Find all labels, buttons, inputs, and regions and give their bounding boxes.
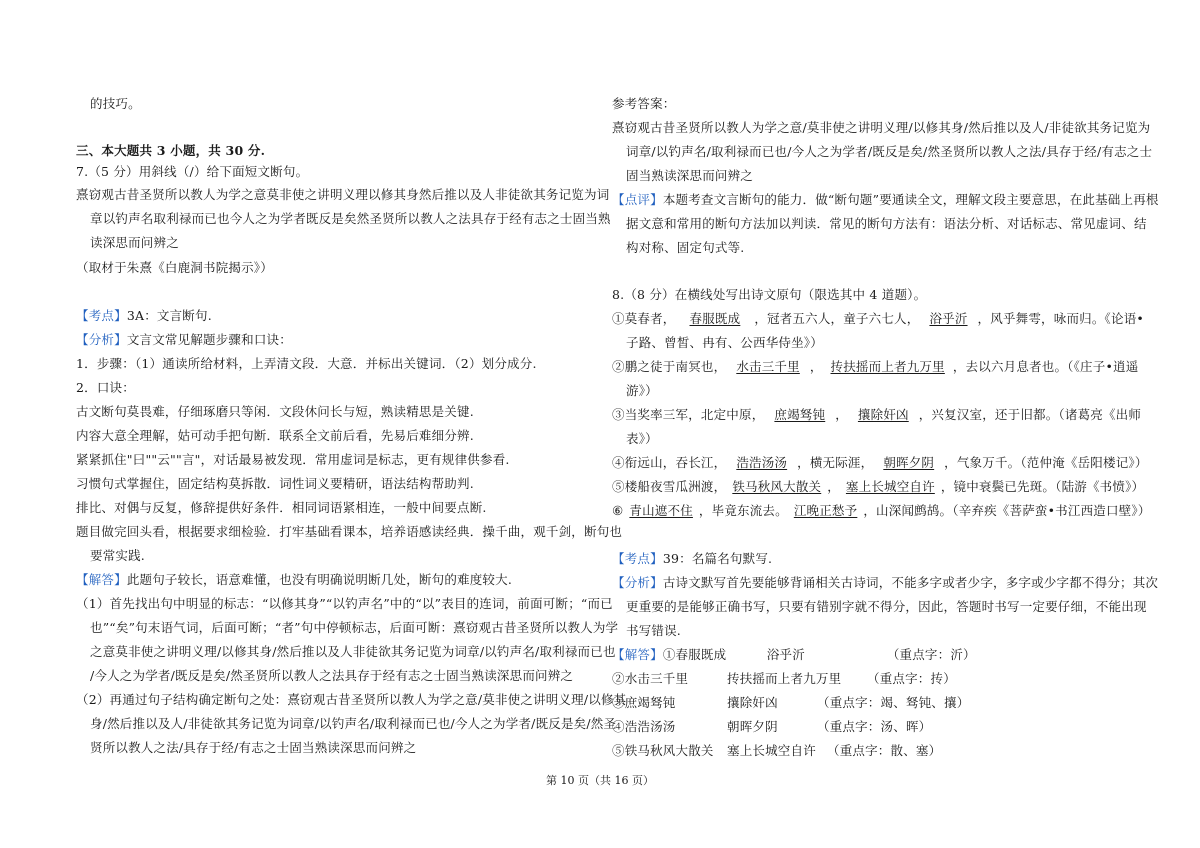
fill-answer: 江晚正愁予 xyxy=(793,503,858,518)
dianping-text: 本题考查文言断句的能力．做“断句题”要通读全文，理解文段主要意思，在此基础上再根 xyxy=(662,192,1159,207)
text-line: 要常实践. xyxy=(90,548,145,563)
fill-source: 表》） xyxy=(626,431,658,446)
text-line: 古文断句莫畏难，仔细琢磨只等闲．文段休问长与短，熟读精思是关键. xyxy=(76,404,474,419)
question-7-title: 7.（5 分）用斜线（/）给下面短文断句。 xyxy=(76,164,309,179)
fill-source: 子路、曾皙、冉有、公西华侍坐》） xyxy=(626,335,823,350)
fill-answer: 水击三千里 xyxy=(736,359,800,374)
fenxi-tag: 【分析】 xyxy=(612,575,663,590)
fill-answer: 攘除奸凶 xyxy=(857,407,909,422)
fill-answer: 浩浩汤汤 xyxy=(736,455,788,470)
kaodian-line xyxy=(612,551,1132,567)
fill-suffix: ，气象万千。（范仲淹《岳阳楼记》） xyxy=(944,455,1148,470)
fill-prefix: ①莫春者， xyxy=(612,311,676,326)
fill-answer: 青山遮不住 xyxy=(629,503,693,518)
text-line: 构对称、固定句式等. xyxy=(626,240,745,255)
answer-note: （重点字：竭、驽钝、攘） xyxy=(817,695,970,710)
fenxi-line xyxy=(612,575,1159,591)
fill-prefix: ⑤楼船夜雪瓜洲渡， xyxy=(612,479,727,494)
kaodian-tag: 【考点】 xyxy=(612,551,663,566)
fill-suffix: ，山深闻鹧鸪。（辛弃疾《菩萨蛮•书江西造口壁》） xyxy=(863,503,1151,518)
passage-line: 熹窃观古昔圣贤所以教人为学之意莫非使之讲明义理以修其身然后推以及人非徒欲其务记览为词 xyxy=(76,187,610,202)
text-line: 书写错误. xyxy=(626,623,681,638)
text-line: 1．步骤：（1）通读所给材料，上弄清文段．大意．并标出关键词．（2）划分成分. xyxy=(76,356,537,371)
section-heading: 三、本大题共 3 小题，共 30 分. xyxy=(76,143,266,158)
kaodian-text: 3A：文言断句. xyxy=(126,308,212,323)
fill-middle: ，毕竟东流去。 xyxy=(698,503,788,518)
answer-row xyxy=(612,719,1132,735)
fill-suffix: ，风乎舞雩，咏而归。《论语• xyxy=(977,311,1144,326)
jieda-line xyxy=(612,647,1132,663)
fill-answer: 庶竭驽钝 xyxy=(774,407,826,422)
answer-line: 词章/以钓声名/取利禄而已也/今人之为学者/既反是矣/然圣贤所以教人之法/具存于经/有志之士 xyxy=(626,144,1153,159)
answer-item: 塞上长城空自许 xyxy=(727,743,816,758)
answer-line: 熹窃观古昔圣贤所以教人为学之意/莫非使之讲明义理/以修其身/然后推以及人/非徒欲其务记览为 xyxy=(612,120,1151,135)
answer-item: 抟扶摇而上者九万里 xyxy=(727,671,842,686)
answer-item: 攘除奸凶 xyxy=(727,695,778,710)
fill-source: 游》） xyxy=(626,383,658,398)
text-line: （2）再通过句子结构确定断句之处：熹窃观古昔圣贤所以教人为学之意/莫非使之讲明义理/以修其 xyxy=(76,692,627,707)
answer-note: （重点字：汤、晖） xyxy=(817,719,932,734)
fill-line xyxy=(612,407,1142,423)
answer-note: （重点字：抟） xyxy=(867,671,956,686)
dianping-line xyxy=(612,192,1159,208)
fill-line xyxy=(612,479,1145,495)
fill-answer: 春服既成 xyxy=(689,311,741,326)
text-line: 之意莫非使之讲明义理/以修其身/然后推以及人非徒欲其务记览为词章/以钓声名/取利禄而已也 xyxy=(90,644,616,659)
fill-answer: 铁马秋风大散关 xyxy=(732,479,822,494)
fill-line xyxy=(612,311,1144,327)
text-line: 贤所以教人之法/具存于经/有志之士固当熟读深思而问辨之 xyxy=(90,740,417,755)
text-line: 的技巧。 xyxy=(90,96,141,111)
fill-middle: ， xyxy=(809,359,823,374)
fill-middle: ，横无际涯， xyxy=(797,455,874,470)
passage-line: 章以钓声名取利禄而已也今人之为学者既反是矣然圣贤所以教人之法具存于经有志之士固当熟 xyxy=(90,211,611,226)
source-note: （取材于朱熹《白鹿洞书院揭示》） xyxy=(76,260,273,275)
answer-item: ②水击三千里 xyxy=(612,671,689,686)
text-line: 更重要的是能够正确书写，只要有错别字就不得分，因此，答题时书写一定要仔细，不能出现 xyxy=(626,599,1147,614)
answer-note: （重点字：散、塞） xyxy=(827,743,942,758)
kaodian-line xyxy=(76,308,596,324)
answer-label: 参考答案： xyxy=(612,96,676,111)
fill-middle: ，冠者五六人，童子六七人， xyxy=(754,311,920,326)
answer-item: ③庶竭驽钝 xyxy=(612,695,676,710)
text-line: 题目做完回头看，根据要求细检验．打牢基础看课本，培养语感读经典．操千曲，观千剑，断句也 xyxy=(76,524,623,539)
fenxi-text: 文言文常见解题步骤和口诀： xyxy=(126,332,292,347)
jieda-text: 此题句子较长，语意难懂，也没有明确说明断几处，断句的难度较大. xyxy=(126,572,512,587)
page-number: 第 10 页（共 16 页） xyxy=(546,774,654,787)
fill-prefix: ②鹏之徒于南冥也， xyxy=(612,359,727,374)
fill-middle: ， xyxy=(835,407,848,422)
answer-item: ⑤铁马秋风大散关 xyxy=(612,743,714,758)
fill-prefix: ③当奖率三军，北定中原， xyxy=(612,407,765,422)
dianping-tag: 【点评】 xyxy=(612,192,663,207)
answer-item: ④浩浩汤汤 xyxy=(612,719,676,734)
fill-line xyxy=(612,359,1139,375)
kaodian-tag: 【考点】 xyxy=(76,308,127,323)
text-line: （1）首先找出句中明显的标志：“以修其身”“以钓声名”中的“以”表目的连词，前面可断；“而已 xyxy=(76,596,613,611)
answer-row xyxy=(612,671,1132,687)
kaodian-text: 39：名篇名句默写. xyxy=(662,551,773,566)
answer-line: 固当熟读深思而问辨之 xyxy=(626,168,754,183)
fill-answer: 浴乎沂 xyxy=(929,311,968,326)
answer-row xyxy=(612,743,1132,759)
text-line: 紧紧抓住"曰""云""言"，对话最易被发现．常用虚词是标志，更有规律供参看. xyxy=(76,452,510,467)
text-line: 2．口诀： xyxy=(76,380,135,395)
fenxi-text: 古诗文默写首先要能够背诵相关古诗词，不能多字或者少字，多字或少字都不得分；其次 xyxy=(662,575,1159,590)
text-line: 据文意和常用的断句方法加以判读．常见的断句方法有：语法分析、对话标志、常见虚词、结 xyxy=(626,216,1147,231)
text-line: 习惯句式掌握住，固定结构莫拆散．词性词义要精研，语法结构帮助判. xyxy=(76,476,474,491)
answer-item: ①春服既成 xyxy=(662,647,727,662)
text-line: /今人之为学者/既反是矣/然圣贤所以教人之法具存于经有志之士固当熟读深思而问辨之 xyxy=(90,668,574,683)
fill-suffix: ，兴复汉室，还于旧都。（诸葛亮《出师 xyxy=(918,407,1142,422)
answer-row xyxy=(612,695,1132,711)
answer-note: （重点字：沂） xyxy=(886,647,976,662)
fill-answer: 塞上长城空自许 xyxy=(845,479,935,494)
fill-answer: 朝晖夕阴 xyxy=(883,455,935,470)
answer-item: 浴乎沂 xyxy=(766,647,805,662)
jieda-line xyxy=(76,572,596,588)
text-line: 排比、对偶与反复，修辞提供好条件．相同词语紧相连，一般中间要点断. xyxy=(76,500,487,515)
jieda-tag: 【解答】 xyxy=(612,647,663,662)
text-line: 内容大意全理解，姑可动手把句断．联系全文前后看，先易后难细分辨. xyxy=(76,428,474,443)
text-line: 也”“矣”句末语气词，后面可断；“者”句中停顿标志，后面可断：熹窃观古昔圣贤所以教人为学 xyxy=(90,620,619,635)
fill-line xyxy=(612,503,1151,519)
fill-middle: ， xyxy=(827,479,840,494)
fenxi-tag: 【分析】 xyxy=(76,332,127,347)
passage-line: 读深思而问辨之 xyxy=(90,235,179,250)
fill-suffix: ，镜中衰鬓已先斑。（陆游《书愤》） xyxy=(940,479,1145,494)
jieda-tag: 【解答】 xyxy=(76,572,127,587)
answer-item: 朝晖夕阴 xyxy=(727,719,778,734)
fill-line xyxy=(612,455,1148,471)
fenxi-line xyxy=(76,332,596,348)
fill-prefix: ④衔远山，吞长江， xyxy=(612,455,727,470)
question-8-title: 8.（8 分）在横线处写出诗文原句（限选其中 4 道题）。 xyxy=(612,287,927,302)
text-line: 身/然后推以及人/非徒欲其务记览为词章/以钓声名/取利禄而已也/今人之为学者/既反是矣/然圣 xyxy=(90,716,617,731)
fill-suffix: ，去以六月息者也。（《庄子•逍遥 xyxy=(952,359,1139,374)
fill-answer: 抟扶摇而上者九万里 xyxy=(830,359,945,374)
fill-prefix: ⑥ xyxy=(612,503,624,518)
